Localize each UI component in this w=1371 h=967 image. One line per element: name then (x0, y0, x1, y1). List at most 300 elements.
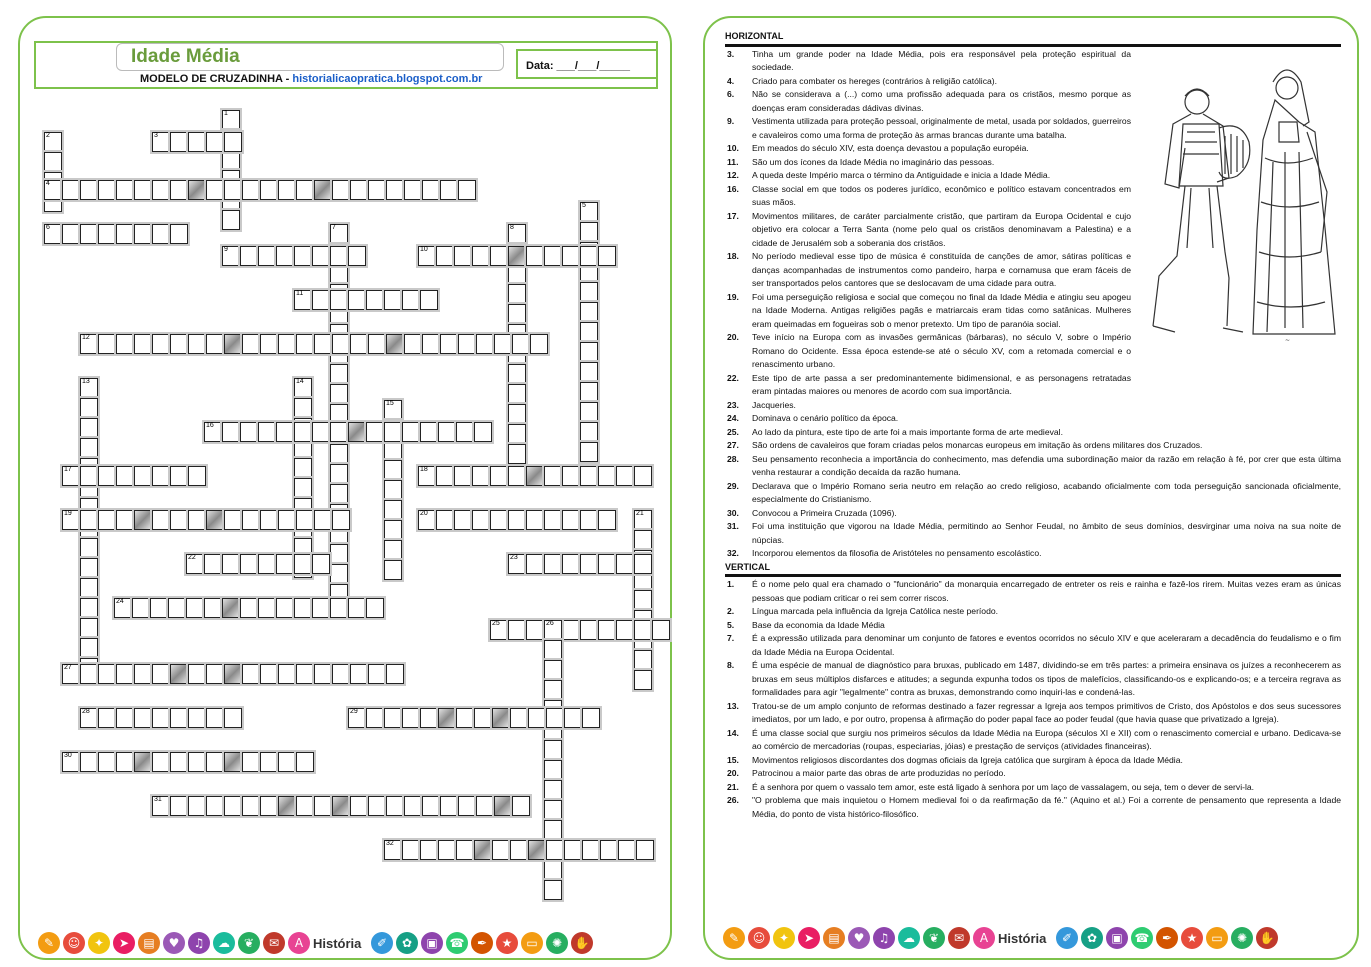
crossword-cell[interactable] (512, 334, 530, 354)
crossword-cell[interactable] (116, 466, 134, 486)
crossword-cell[interactable] (276, 598, 294, 618)
crossword-cell[interactable] (258, 246, 276, 266)
crossword-cell[interactable] (314, 664, 332, 684)
crossword-cell[interactable] (420, 840, 438, 860)
crossword-cell[interactable] (330, 564, 348, 584)
crossword-cell[interactable] (134, 224, 152, 244)
crossword-cell[interactable] (240, 422, 258, 442)
date-field[interactable]: Data: ___/___/_____ (526, 60, 630, 72)
crossword-cell[interactable] (206, 708, 224, 728)
crossword-cell[interactable] (544, 780, 562, 800)
crossword-cell[interactable] (384, 400, 402, 420)
crossword-cell[interactable] (170, 708, 188, 728)
crossword-cell[interactable] (116, 510, 134, 530)
crossword-cell[interactable] (206, 664, 224, 684)
crossword-cell[interactable] (314, 510, 332, 530)
crossword-cell[interactable] (616, 554, 634, 574)
crossword-cell[interactable] (206, 180, 224, 200)
crossword-cell[interactable] (402, 422, 420, 442)
crossword-cell[interactable] (80, 180, 98, 200)
crossword-cell[interactable] (402, 840, 420, 860)
crossword-cell[interactable] (440, 796, 458, 816)
crossword-cell[interactable] (600, 840, 618, 860)
crossword-cell[interactable] (224, 334, 242, 354)
crossword-cell[interactable] (296, 796, 314, 816)
crossword-cell[interactable] (616, 466, 634, 486)
crossword-cell[interactable] (384, 840, 402, 860)
crossword-cell[interactable] (472, 466, 490, 486)
crossword-cell[interactable] (330, 444, 348, 464)
crossword-cell[interactable] (134, 664, 152, 684)
crossword-cell[interactable] (80, 638, 98, 658)
crossword-cell[interactable] (260, 180, 278, 200)
crossword-cell[interactable] (402, 708, 420, 728)
crossword-cell[interactable] (330, 246, 348, 266)
crossword-cell[interactable] (544, 640, 562, 660)
crossword-cell[interactable] (206, 752, 224, 772)
crossword-cell[interactable] (206, 132, 224, 152)
crossword-cell[interactable] (508, 246, 526, 266)
crossword-cell[interactable] (278, 664, 296, 684)
crossword-cell[interactable] (80, 664, 98, 684)
crossword-cell[interactable] (454, 510, 472, 530)
crossword-cell[interactable] (62, 664, 80, 684)
crossword-cell[interactable] (580, 466, 598, 486)
crossword-cell[interactable] (296, 510, 314, 530)
crossword-cell[interactable] (296, 752, 314, 772)
crossword-cell[interactable] (510, 840, 528, 860)
crossword-cell[interactable] (474, 840, 492, 860)
crossword-cell[interactable] (152, 796, 170, 816)
crossword-cell[interactable] (544, 860, 562, 880)
crossword-cell[interactable] (222, 598, 240, 618)
crossword-cell[interactable] (44, 152, 62, 172)
crossword-cell[interactable] (634, 510, 652, 530)
crossword-cell[interactable] (386, 334, 404, 354)
crossword-cell[interactable] (294, 378, 312, 398)
crossword-cell[interactable] (384, 520, 402, 540)
crossword-cell[interactable] (98, 224, 116, 244)
crossword-cell[interactable] (62, 224, 80, 244)
crossword-cell[interactable] (508, 384, 526, 404)
crossword-cell[interactable] (598, 554, 616, 574)
crossword-cell[interactable] (582, 840, 600, 860)
crossword-cell[interactable] (618, 840, 636, 860)
crossword-cell[interactable] (242, 752, 260, 772)
crossword-cell[interactable] (260, 796, 278, 816)
crossword-cell[interactable] (598, 246, 616, 266)
crossword-cell[interactable] (134, 510, 152, 530)
crossword-cell[interactable] (258, 422, 276, 442)
crossword-cell[interactable] (508, 364, 526, 384)
crossword-cell[interactable] (330, 384, 348, 404)
crossword-cell[interactable] (476, 334, 494, 354)
crossword-cell[interactable] (206, 796, 224, 816)
crossword-cell[interactable] (458, 334, 476, 354)
crossword-cell[interactable] (404, 180, 422, 200)
crossword-cell[interactable] (418, 246, 436, 266)
crossword-cell[interactable] (350, 180, 368, 200)
crossword-cell[interactable] (508, 424, 526, 444)
crossword-cell[interactable] (436, 246, 454, 266)
crossword-cell[interactable] (186, 554, 204, 574)
crossword-cell[interactable] (330, 422, 348, 442)
crossword-cell[interactable] (456, 840, 474, 860)
crossword-cell[interactable] (440, 334, 458, 354)
crossword-cell[interactable] (278, 334, 296, 354)
crossword-cell[interactable] (580, 554, 598, 574)
crossword-cell[interactable] (312, 598, 330, 618)
crossword-cell[interactable] (634, 590, 652, 610)
crossword-cell[interactable] (206, 334, 224, 354)
crossword-cell[interactable] (456, 708, 474, 728)
crossword-cell[interactable] (404, 796, 422, 816)
crossword-cell[interactable] (402, 290, 420, 310)
crossword-cell[interactable] (152, 224, 170, 244)
crossword-cell[interactable] (634, 670, 652, 690)
crossword-cell[interactable] (490, 246, 508, 266)
crossword-cell[interactable] (152, 752, 170, 772)
crossword-cell[interactable] (294, 246, 312, 266)
crossword-cell[interactable] (472, 246, 490, 266)
crossword-cell[interactable] (544, 554, 562, 574)
crossword-cell[interactable] (422, 334, 440, 354)
crossword-cell[interactable] (240, 554, 258, 574)
crossword-cell[interactable] (80, 418, 98, 438)
crossword-cell[interactable] (296, 664, 314, 684)
crossword-cell[interactable] (384, 460, 402, 480)
crossword-cell[interactable] (330, 404, 348, 424)
crossword-cell[interactable] (294, 478, 312, 498)
crossword-cell[interactable] (170, 132, 188, 152)
crossword-cell[interactable] (188, 752, 206, 772)
crossword-cell[interactable] (278, 752, 296, 772)
crossword-cell[interactable] (80, 578, 98, 598)
crossword-cell[interactable] (44, 180, 62, 200)
crossword-cell[interactable] (528, 708, 546, 728)
crossword-cell[interactable] (312, 554, 330, 574)
crossword-cell[interactable] (544, 246, 562, 266)
crossword-cell[interactable] (438, 708, 456, 728)
crossword-cell[interactable] (492, 708, 510, 728)
crossword-cell[interactable] (438, 422, 456, 442)
crossword-cell[interactable] (170, 466, 188, 486)
crossword-cell[interactable] (116, 334, 134, 354)
crossword-cell[interactable] (152, 708, 170, 728)
crossword-cell[interactable] (188, 510, 206, 530)
crossword-cell[interactable] (544, 740, 562, 760)
crossword-cell[interactable] (80, 708, 98, 728)
crossword-cell[interactable] (474, 422, 492, 442)
crossword-cell[interactable] (314, 796, 332, 816)
crossword-cell[interactable] (634, 620, 652, 640)
crossword-cell[interactable] (564, 840, 582, 860)
crossword-cell[interactable] (170, 334, 188, 354)
crossword-cell[interactable] (598, 466, 616, 486)
crossword-cell[interactable] (634, 554, 652, 574)
crossword-cell[interactable] (114, 598, 132, 618)
crossword-cell[interactable] (544, 620, 562, 640)
crossword-cell[interactable] (580, 322, 598, 342)
crossword-cell[interactable] (294, 398, 312, 418)
crossword-cell[interactable] (476, 796, 494, 816)
crossword-cell[interactable] (508, 304, 526, 324)
crossword-cell[interactable] (598, 620, 616, 640)
crossword-cell[interactable] (80, 558, 98, 578)
crossword-cell[interactable] (80, 466, 98, 486)
crossword-cell[interactable] (134, 752, 152, 772)
crossword-cell[interactable] (80, 334, 98, 354)
crossword-cell[interactable] (330, 290, 348, 310)
crossword-cell[interactable] (580, 402, 598, 422)
crossword-cell[interactable] (330, 364, 348, 384)
crossword-cell[interactable] (98, 752, 116, 772)
crossword-cell[interactable] (294, 290, 312, 310)
crossword-cell[interactable] (508, 444, 526, 464)
crossword-cell[interactable] (526, 246, 544, 266)
crossword-cell[interactable] (224, 752, 242, 772)
crossword-cell[interactable] (494, 796, 512, 816)
crossword-cell[interactable] (240, 598, 258, 618)
crossword-cell[interactable] (494, 334, 512, 354)
crossword-cell[interactable] (544, 760, 562, 780)
crossword-cell[interactable] (242, 334, 260, 354)
crossword-cell[interactable] (62, 466, 80, 486)
crossword-cell[interactable] (332, 664, 350, 684)
crossword-cell[interactable] (526, 466, 544, 486)
crossword-cell[interactable] (580, 442, 598, 462)
crossword-cell[interactable] (80, 224, 98, 244)
crossword-cell[interactable] (116, 664, 134, 684)
crossword-cell[interactable] (258, 554, 276, 574)
crossword-cell[interactable] (368, 796, 386, 816)
crossword-cell[interactable] (580, 246, 598, 266)
crossword-cell[interactable] (294, 458, 312, 478)
crossword-cell[interactable] (224, 796, 242, 816)
crossword-cell[interactable] (330, 224, 348, 244)
crossword-cell[interactable] (206, 510, 224, 530)
crossword-cell[interactable] (384, 480, 402, 500)
crossword-cell[interactable] (62, 180, 80, 200)
crossword-cell[interactable] (242, 664, 260, 684)
crossword-cell[interactable] (458, 180, 476, 200)
crossword-cell[interactable] (368, 334, 386, 354)
crossword-cell[interactable] (544, 680, 562, 700)
crossword-cell[interactable] (490, 620, 508, 640)
crossword-cell[interactable] (80, 378, 98, 398)
crossword-cell[interactable] (98, 510, 116, 530)
crossword-cell[interactable] (510, 708, 528, 728)
crossword-cell[interactable] (152, 180, 170, 200)
crossword-cell[interactable] (422, 796, 440, 816)
crossword-cell[interactable] (150, 598, 168, 618)
crossword-cell[interactable] (348, 422, 366, 442)
crossword-cell[interactable] (312, 422, 330, 442)
crossword-cell[interactable] (348, 246, 366, 266)
crossword-cell[interactable] (580, 202, 598, 222)
crossword-cell[interactable] (544, 510, 562, 530)
crossword-cell[interactable] (222, 246, 240, 266)
blog-link[interactable]: historialicaopratica.blogspot.com.br (292, 73, 483, 85)
crossword-cell[interactable] (384, 540, 402, 560)
crossword-cell[interactable] (418, 466, 436, 486)
crossword-cell[interactable] (116, 224, 134, 244)
crossword-cell[interactable] (62, 510, 80, 530)
crossword-cell[interactable] (152, 510, 170, 530)
crossword-cell[interactable] (98, 708, 116, 728)
crossword-cell[interactable] (224, 708, 242, 728)
crossword-cell[interactable] (204, 598, 222, 618)
crossword-cell[interactable] (348, 708, 366, 728)
crossword-cell[interactable] (544, 880, 562, 900)
crossword-cell[interactable] (170, 180, 188, 200)
crossword-cell[interactable] (80, 752, 98, 772)
crossword-cell[interactable] (582, 708, 600, 728)
crossword-cell[interactable] (44, 132, 62, 152)
crossword-cell[interactable] (508, 510, 526, 530)
crossword-cell[interactable] (348, 598, 366, 618)
crossword-cell[interactable] (564, 708, 582, 728)
crossword-cell[interactable] (508, 404, 526, 424)
crossword-cell[interactable] (116, 180, 134, 200)
crossword-cell[interactable] (260, 334, 278, 354)
crossword-cell[interactable] (258, 598, 276, 618)
crossword-cell[interactable] (276, 554, 294, 574)
crossword-cell[interactable] (546, 840, 564, 860)
crossword-cell[interactable] (312, 290, 330, 310)
crossword-cell[interactable] (580, 362, 598, 382)
crossword-cell[interactable] (474, 708, 492, 728)
crossword-cell[interactable] (296, 334, 314, 354)
crossword-cell[interactable] (294, 598, 312, 618)
crossword-cell[interactable] (188, 708, 206, 728)
crossword-cell[interactable] (314, 180, 332, 200)
crossword-cell[interactable] (384, 708, 402, 728)
crossword-cell[interactable] (366, 598, 384, 618)
crossword-cell[interactable] (80, 398, 98, 418)
crossword-cell[interactable] (44, 224, 62, 244)
crossword-cell[interactable] (456, 422, 474, 442)
crossword-cell[interactable] (188, 132, 206, 152)
crossword-cell[interactable] (384, 422, 402, 442)
crossword-cell[interactable] (440, 180, 458, 200)
crossword-cell[interactable] (636, 840, 654, 860)
crossword-cell[interactable] (332, 334, 350, 354)
crossword-cell[interactable] (544, 466, 562, 486)
crossword-cell[interactable] (348, 290, 366, 310)
crossword-cell[interactable] (458, 796, 476, 816)
crossword-cell[interactable] (616, 620, 634, 640)
crossword-cell[interactable] (332, 796, 350, 816)
crossword-cell[interactable] (116, 752, 134, 772)
crossword-cell[interactable] (404, 334, 422, 354)
crossword-cell[interactable] (544, 820, 562, 840)
crossword-cell[interactable] (562, 510, 580, 530)
crossword-cell[interactable] (562, 620, 580, 640)
crossword-cell[interactable] (420, 708, 438, 728)
crossword-cell[interactable] (492, 840, 510, 860)
crossword-cell[interactable] (278, 180, 296, 200)
crossword-cell[interactable] (242, 510, 260, 530)
crossword-cell[interactable] (222, 554, 240, 574)
crossword-cell[interactable] (296, 180, 314, 200)
crossword-cell[interactable] (116, 708, 134, 728)
crossword-cell[interactable] (350, 664, 368, 684)
crossword-cell[interactable] (634, 466, 652, 486)
crossword-cell[interactable] (204, 554, 222, 574)
crossword-cell[interactable] (260, 510, 278, 530)
crossword-cell[interactable] (580, 382, 598, 402)
crossword-cell[interactable] (312, 246, 330, 266)
crossword-cell[interactable] (544, 800, 562, 820)
crossword-cell[interactable] (580, 510, 598, 530)
crossword-cell[interactable] (562, 466, 580, 486)
crossword-cell[interactable] (384, 560, 402, 580)
crossword-cell[interactable] (98, 664, 116, 684)
crossword-cell[interactable] (598, 510, 616, 530)
crossword-cell[interactable] (330, 464, 348, 484)
crossword-cell[interactable] (634, 650, 652, 670)
crossword-cell[interactable] (80, 618, 98, 638)
crossword-cell[interactable] (526, 620, 544, 640)
crossword-cell[interactable] (134, 466, 152, 486)
crossword-cell[interactable] (132, 598, 150, 618)
crossword-cell[interactable] (188, 466, 206, 486)
crossword-cell[interactable] (436, 510, 454, 530)
crossword-cell[interactable] (152, 132, 170, 152)
crossword-cell[interactable] (98, 334, 116, 354)
crossword-cell[interactable] (170, 752, 188, 772)
crossword-cell[interactable] (384, 440, 402, 460)
crossword-cell[interactable] (188, 796, 206, 816)
crossword-cell[interactable] (350, 796, 368, 816)
crossword-cell[interactable] (490, 466, 508, 486)
crossword-cell[interactable] (368, 180, 386, 200)
crossword-cell[interactable] (384, 500, 402, 520)
crossword-cell[interactable] (562, 554, 580, 574)
crossword-cell[interactable] (508, 284, 526, 304)
crossword-cell[interactable] (634, 530, 652, 550)
crossword-cell[interactable] (526, 554, 544, 574)
crossword-cell[interactable] (98, 180, 116, 200)
crossword-cell[interactable] (134, 334, 152, 354)
crossword-cell[interactable] (580, 302, 598, 322)
crossword-cell[interactable] (278, 796, 296, 816)
crossword-cell[interactable] (386, 664, 404, 684)
crossword-cell[interactable] (332, 510, 350, 530)
crossword-cell[interactable] (260, 664, 278, 684)
crossword-cell[interactable] (330, 264, 348, 284)
crossword-cell[interactable] (422, 180, 440, 200)
crossword-cell[interactable] (330, 598, 348, 618)
crossword-cell[interactable] (222, 210, 240, 230)
crossword-cell[interactable] (580, 222, 598, 242)
crossword-cell[interactable] (222, 150, 240, 170)
crossword-cell[interactable] (152, 466, 170, 486)
crossword-cell[interactable] (384, 290, 402, 310)
crossword-cell[interactable] (294, 554, 312, 574)
crossword-cell[interactable] (134, 708, 152, 728)
crossword-cell[interactable] (276, 246, 294, 266)
crossword-cell[interactable] (80, 538, 98, 558)
crossword-cell[interactable] (62, 752, 80, 772)
crossword-cell[interactable] (490, 510, 508, 530)
crossword-cell[interactable] (366, 422, 384, 442)
crossword-cell[interactable] (438, 840, 456, 860)
crossword-cell[interactable] (224, 510, 242, 530)
crossword-cell[interactable] (580, 342, 598, 362)
crossword-cell[interactable] (242, 796, 260, 816)
